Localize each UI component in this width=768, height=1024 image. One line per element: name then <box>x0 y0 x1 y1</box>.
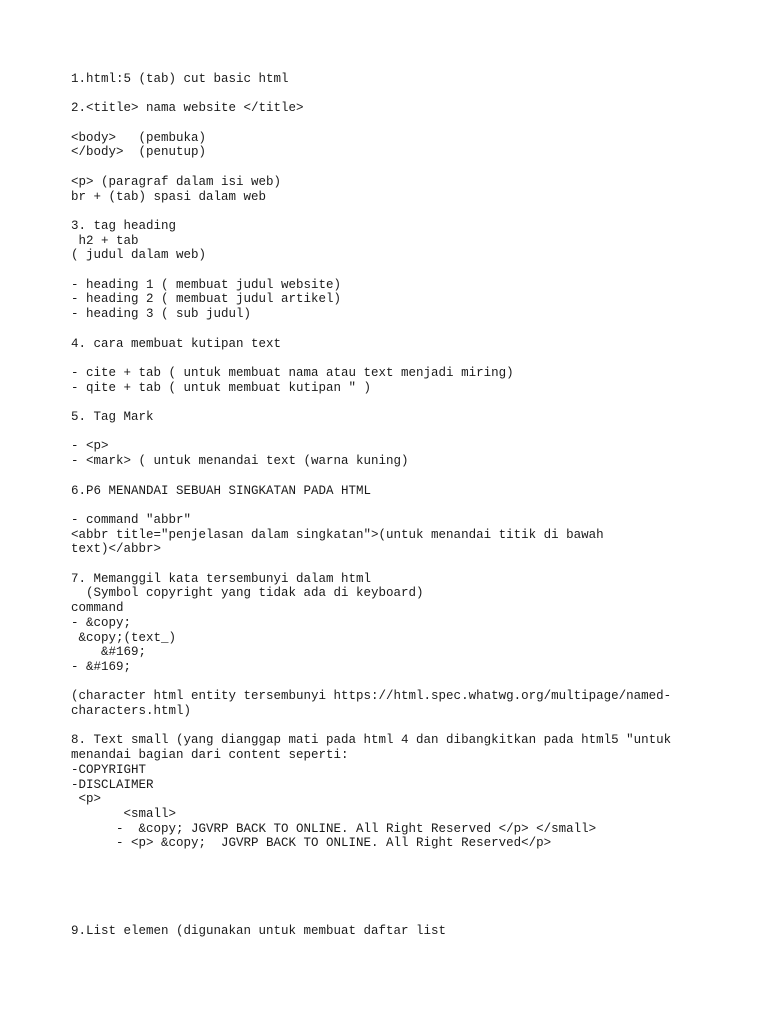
text-line: - &copy; JGVRP BACK TO ONLINE. All Right Reserved </p> </small> <box>71 821 597 836</box>
blank-line <box>71 395 751 410</box>
text-line: <p> (paragraf dalam isi web) <box>71 174 282 189</box>
text-line: -COPYRIGHT <box>71 762 147 777</box>
text-line: <body> (pembuka) <box>71 130 207 145</box>
text-line: &#169; <box>71 645 147 660</box>
text-line: - qite + tab ( untuk membuat kutipan " ) <box>71 380 372 395</box>
text-line: br + (tab) spasi dalam web <box>71 189 267 204</box>
blank-line <box>71 263 751 278</box>
text-line: 8. Text small (yang dianggap mati pada html 4 dan dibangkitkan pada html5 "untuk <box>71 733 672 748</box>
blank-line <box>71 204 751 219</box>
text-line: ( judul dalam web) <box>71 248 207 263</box>
text-line: -DISCLAIMER <box>71 777 154 792</box>
blank-line <box>71 425 751 440</box>
text-line: <small> <box>71 806 177 821</box>
text-line: <abbr title="penjelasan dalam singkatan">(untuk menandai titik di bawah <box>71 527 604 542</box>
text-line: 2.<title> nama website </title> <box>71 101 304 116</box>
text-line: 4. cara membuat kutipan text <box>71 336 282 351</box>
blank-line <box>71 910 751 925</box>
text-line: (Symbol copyright yang tidak ada di keyboard) <box>71 586 424 601</box>
blank-line <box>71 895 751 910</box>
blank-line <box>71 880 751 895</box>
text-line: (character html entity tersembunyi https://html.spec.whatwg.org/multipage/named- <box>71 689 672 704</box>
text-line: - heading 3 ( sub judul) <box>71 307 252 322</box>
blank-line <box>71 851 751 866</box>
blank-line <box>71 160 751 175</box>
blank-line <box>71 557 751 572</box>
text-line: </body> (penutup) <box>71 145 207 160</box>
blank-line <box>71 675 751 690</box>
text-line: 9.List elemen (digunakan untuk membuat daftar list <box>71 924 447 939</box>
text-line: &copy;(text_) <box>71 630 177 645</box>
text-line: - <p> &copy; JGVRP BACK TO ONLINE. All Right Reserved</p> <box>71 836 552 851</box>
blank-line <box>71 719 751 734</box>
text-line: - heading 2 ( membuat judul artikel) <box>71 292 342 307</box>
text-line: - &#169; <box>71 659 132 674</box>
text-line: - &copy; <box>71 615 132 630</box>
text-line: characters.html) <box>71 704 192 719</box>
blank-line <box>71 322 751 337</box>
text-line: 3. tag heading <box>71 218 177 233</box>
blank-line <box>71 87 751 102</box>
text-line: - <mark> ( untuk menandai text (warna kuning) <box>71 454 409 469</box>
text-line: 1.html:5 (tab) cut basic html <box>71 72 289 86</box>
text-line: menandai bagian dari content seperti: <box>71 748 349 763</box>
text-line: - <p> <box>71 439 109 454</box>
text-line: - cite + tab ( untuk membuat nama atau text menjadi miring) <box>71 365 514 380</box>
text-line: command <box>71 601 124 616</box>
blank-line <box>71 116 751 131</box>
text-line: 7. Memanggil kata tersembunyi dalam html <box>71 571 372 586</box>
text-line: 5. Tag Mark <box>71 410 154 425</box>
text-line: - command "abbr" <box>71 512 192 527</box>
blank-line <box>71 351 751 366</box>
text-line: - heading 1 ( membuat judul website) <box>71 277 342 292</box>
text-line: h2 + tab <box>71 233 139 248</box>
blank-line <box>71 469 751 484</box>
text-line: text)</abbr> <box>71 542 162 557</box>
text-line: <p> <box>71 792 102 807</box>
text-line: 6.P6 MENANDAI SEBUAH SINGKATAN PADA HTML <box>71 483 372 498</box>
blank-line <box>71 498 751 513</box>
blank-line <box>71 866 751 881</box>
document-body <box>71 72 751 939</box>
